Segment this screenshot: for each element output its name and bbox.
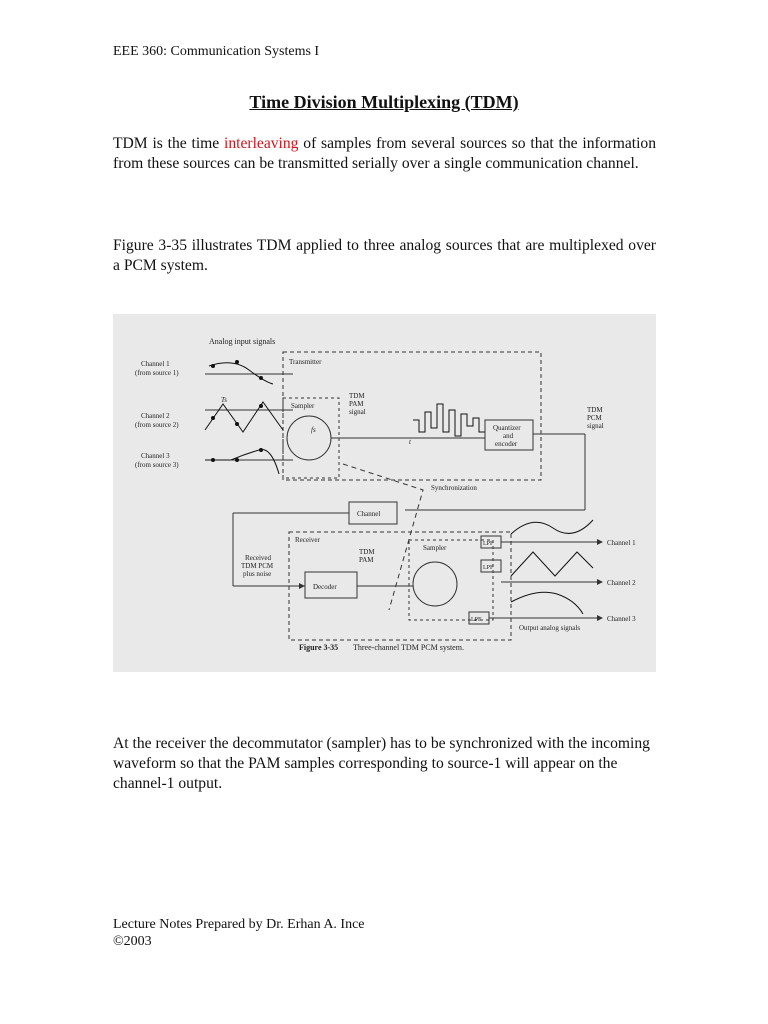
intro-after: of samples from several sources so that the information from these sources can be transmitted serially over a single communication channel. [113,135,656,172]
tdm-pcm-signal-3: signal [587,422,604,430]
quantizer-label-2: and [503,432,514,440]
synchronization-label: Synchronization [431,484,477,492]
time-axis-label: t [409,438,411,446]
out-channel-3: Channel 3 [607,615,636,623]
received-label-2: TDM PCM [241,562,274,570]
tdm-pam-signal-3: signal [349,408,366,416]
received-label-1: Received [245,554,272,562]
tdm-pcm-signal-1: TDM [587,406,603,414]
lpf-1-label: LPF [483,541,494,547]
lpf-2-label: LPF [483,565,494,571]
receiver-label: Receiver [295,536,320,544]
rx-sampler-label: Sampler [423,544,447,552]
out-channel-1: Channel 1 [607,539,636,547]
ch3-source: (from source 3) [135,461,179,469]
receiver-sampler-box [409,540,493,620]
footer-author: Lecture Notes Prepared by Dr. Erhan A. Ince [113,917,365,932]
course-header: EEE 360: Communication Systems I [113,44,320,59]
tdm-pam-signal-1: TDM [349,392,365,400]
highlighted-term: interleaving [224,135,299,152]
tdm-pam-signal-2: PAM [349,400,364,408]
rx-tdm-pam-2: PAM [359,556,374,564]
ch1-source: (from source 1) [135,369,179,377]
quantizer-label-3: encoder [495,440,518,448]
tdm-pcm-diagram [113,314,656,672]
quantizer-label-1: Quantizer [493,424,521,432]
transmitter-box [283,352,541,480]
tdm-pcm-signal-2: PCM [587,414,602,422]
output-analog-label: Output analog signals [519,624,581,632]
ts-label: Ts [221,396,227,404]
figure-reference-paragraph: Figure 3-35 illustrates TDM applied to three analog sources that are multiplexed over a PCM system. [113,237,656,274]
rx-commutator [413,562,457,606]
ch2-source: (from source 2) [135,421,179,429]
ch3-label: Channel 3 [141,452,170,460]
ch2-label: Channel 2 [141,412,170,420]
intro-paragraph [113,134,656,174]
lpf-3-label: LPF [471,617,482,623]
footer-copyright: ©2003 [113,934,152,949]
channel-label: Channel [357,510,381,518]
analog-inputs-label: Analog input signals [209,337,276,346]
receiver-paragraph: At the receiver the decommutator (sampler) has to be synchronized with the incoming waveform so that the PAM samples corresponding to source-1 will appear on the channel-1 output. [113,735,650,792]
ch1-label: Channel 1 [141,360,170,368]
footer [113,916,365,950]
received-label-3: plus noise [243,570,272,578]
figure-caption-text: Three-channel TDM PCM system. [353,643,464,652]
fs-label: fs [311,426,316,434]
tdm-pcm-figure [113,314,656,672]
page-title: Time Division Multiplexing (TDM) [249,92,519,112]
intro-before: TDM is the time [113,135,224,152]
rx-tdm-pam-1: TDM [359,548,375,556]
tx-commutator [287,416,331,460]
figure-caption-label: Figure 3-35 [299,643,339,652]
decoder-label: Decoder [313,583,337,591]
sampler-label: Sampler [291,402,315,410]
out-channel-2: Channel 2 [607,579,636,587]
transmitter-label: Transmitter [289,358,322,366]
